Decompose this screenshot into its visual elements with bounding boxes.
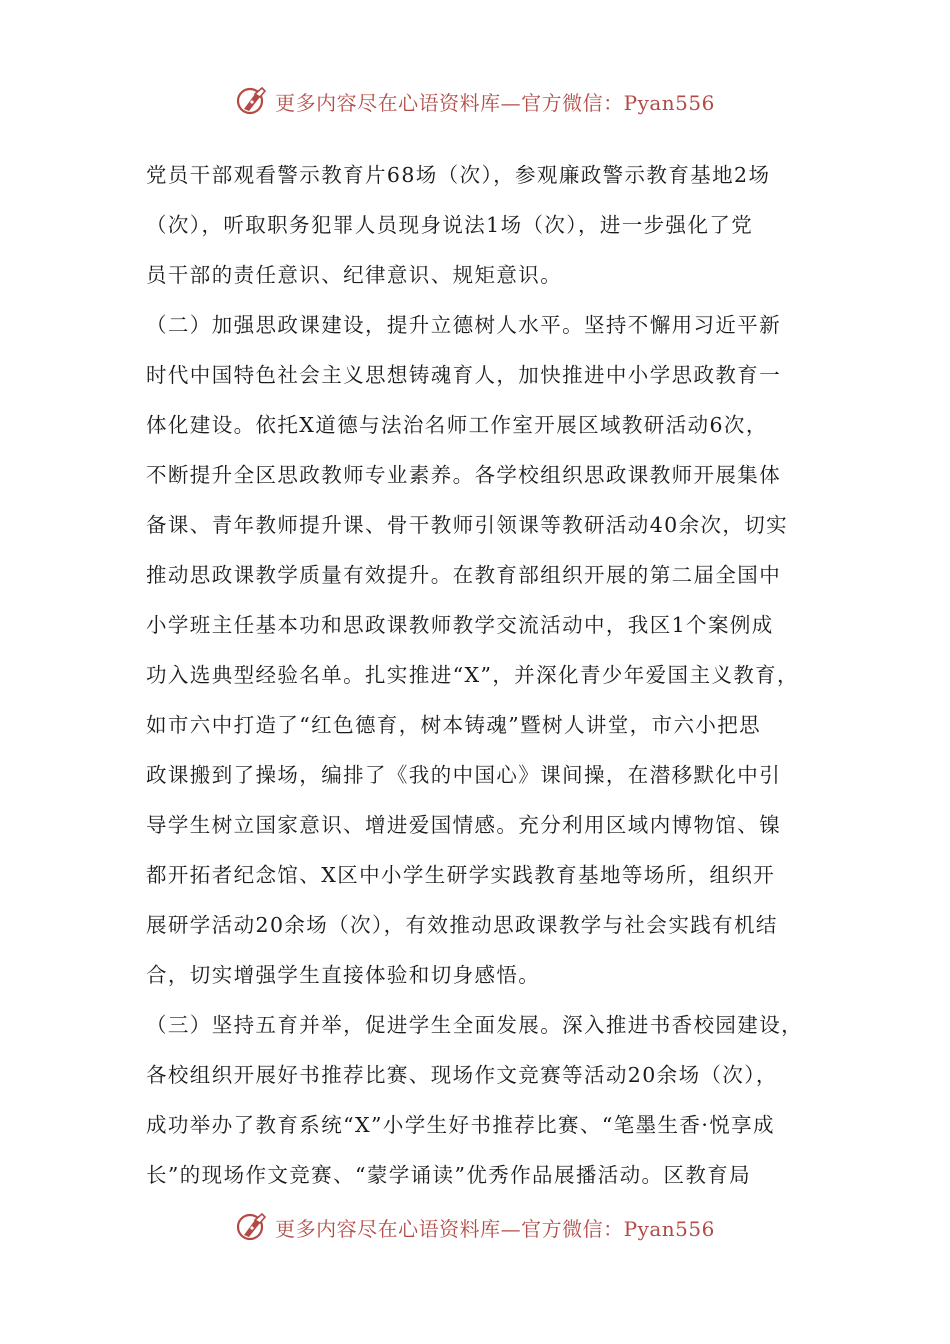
- section-heading-line: （三）坚持五育并举，促进学生全面发展。深入推进书香校园建设，: [146, 1013, 803, 1037]
- text-line: 展研学活动20余场（次），有效推动思政课教学与社会实践有机结: [146, 913, 778, 937]
- text-line: 如市六中打造了“红色德育，树本铸魂”暨树人讲堂，市六小把思: [146, 713, 762, 737]
- text-line: （次），听取职务犯罪人员现身说法1场（次），进一步强化了党: [146, 213, 754, 237]
- text-line: 党员干部观看警示教育片68场（次），参观廉政警示教育基地2场: [146, 163, 771, 187]
- text-line: 政课搬到了操场，编排了《我的中国心》课间操，在潜移默化中引: [146, 763, 782, 787]
- text-line: 推动思政课教学质量有效提升。在教育部组织开展的第二届全国中: [146, 563, 782, 587]
- text-line: 导学生树立国家意识、增进爱国情感。充分利用区域内博物馆、镍: [146, 813, 782, 837]
- text-line: 不断提升全区思政教师专业素养。各学校组织思政课教师开展集体: [146, 463, 782, 487]
- text-line: 功入选典型经验名单。扎实推进“X”，并深化青少年爱国主义教育，: [146, 663, 799, 687]
- pen-nib-logo-icon: [235, 1210, 269, 1244]
- document-body: [146, 150, 818, 1200]
- text-line: 长”的现场作文竞赛、“蒙学诵读”优秀作品展播活动。区教育局: [146, 1163, 752, 1187]
- text-line: 合，切实增强学生直接体验和切身感悟。: [146, 963, 541, 987]
- text-line: 小学班主任基本功和思政课教师教学交流活动中，我区1个案例成: [146, 613, 774, 637]
- watermark-text: 更多内容尽在心语资料库—官方微信：Pyan556: [275, 90, 715, 115]
- text-line: 体化建设。依托X道德与法治名师工作室开展区域教研活动6次，: [146, 413, 768, 437]
- watermark-header: [0, 84, 950, 118]
- watermark-footer: [0, 1210, 950, 1244]
- text-line: 各校组织开展好书推荐比赛、现场作文竞赛等活动20余场（次），: [146, 1063, 778, 1087]
- watermark-text: 更多内容尽在心语资料库—官方微信：Pyan556: [275, 1216, 715, 1241]
- text-line: 成功举办了教育系统“X”小学生好书推荐比赛、“笔墨生香·悦享成: [146, 1113, 775, 1137]
- text-line: 时代中国特色社会主义思想铸魂育人，加快推进中小学思政教育一: [146, 363, 782, 387]
- pen-nib-logo-icon: [235, 84, 269, 118]
- text-line: 员干部的责任意识、纪律意识、规矩意识。: [146, 263, 563, 287]
- text-line: 备课、青年教师提升课、骨干教师引领课等教研活动40余次，切实: [146, 513, 789, 537]
- section-heading-line: （二）加强思政课建设，提升立德树人水平。坚持不懈用习近平新: [146, 313, 782, 337]
- text-line: 都开拓者纪念馆、X区中小学生研学实践教育基地等场所，组织开: [146, 863, 776, 887]
